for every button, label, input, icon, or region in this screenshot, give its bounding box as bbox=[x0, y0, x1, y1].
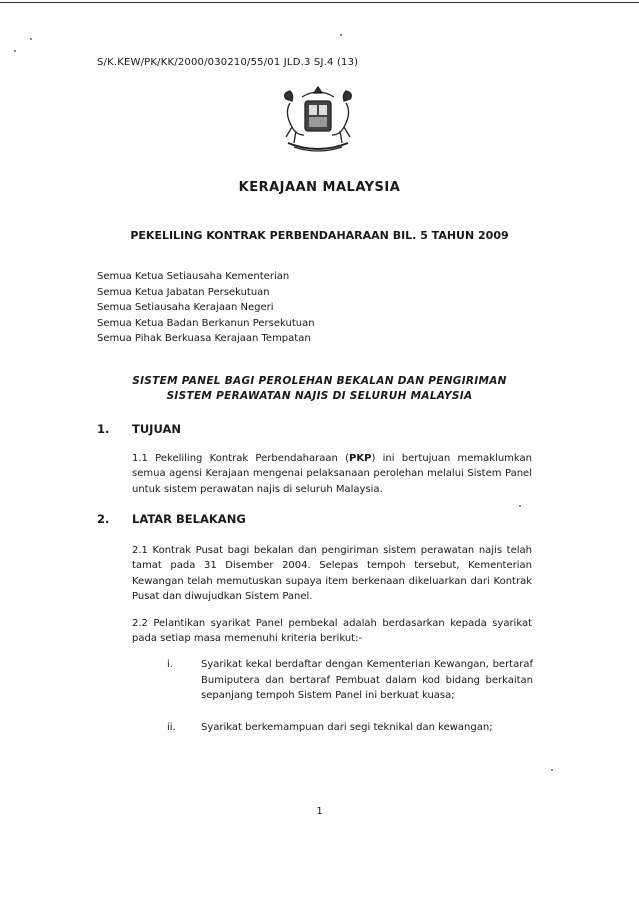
scan-speck bbox=[519, 505, 521, 507]
document-subtitle: PEKELILING KONTRAK PERBENDAHARAAN BIL. 5 TAHUN 2009 bbox=[130, 229, 509, 242]
section-number: 1. bbox=[97, 422, 110, 436]
section-title: LATAR BELAKANG bbox=[132, 512, 246, 526]
paragraph bbox=[132, 616, 532, 647]
list-item: Syarikat kekal berdaftar dengan Kementerian Kewangan, bertaraf Bumiputera dan bertaraf Pembuat dalam kod bidang berkaitan sepanjang tempoh Sistem Panel ini berkuat kuasa; bbox=[201, 659, 533, 701]
paragraph bbox=[132, 543, 532, 605]
paragraph-text: 2.1 Kontrak Pusat bagi bekalan dan pengiriman sistem perawatan najis telah tamat pada 31 Disember 2004. Selepas tempoh tersebut, Kementerian Kewangan telah memutuskan supaya item berkenaan dikeluarkan dari Kontrak Pusat dan diwujudkan Sistem Panel. bbox=[132, 545, 532, 603]
paragraph-text: 1.1 Pekeliling Kontrak Perbendaharaan ( bbox=[132, 453, 350, 464]
paragraph-text: 2.2 Pelantikan syarikat Panel pembekal adalah berdasarkan kepada syarikat pada setiap masa memenuhi kriteria berikut:- bbox=[132, 618, 532, 645]
list-item: Syarikat berkemampuan dari segi teknikal dan kewangan; bbox=[201, 722, 493, 733]
section-number: 2. bbox=[97, 512, 110, 526]
page-number: 1 bbox=[316, 806, 323, 817]
malaysia-coat-of-arms-icon bbox=[272, 83, 364, 155]
addressee-line: Semua Pihak Berkuasa Kerajaan Tempatan bbox=[97, 333, 311, 345]
addressee-line: Semua Ketua Jabatan Persekutuan bbox=[97, 286, 270, 298]
scan-speck bbox=[30, 38, 32, 40]
section-title: TUJUAN bbox=[132, 422, 181, 436]
paragraph bbox=[132, 451, 532, 497]
subject-heading bbox=[0, 374, 639, 403]
addressee-line: Semua Ketua Badan Berkanun Persekutuan bbox=[97, 317, 315, 329]
scan-edge-line bbox=[0, 2, 639, 3]
scan-speck bbox=[14, 50, 16, 52]
abbreviation: PKP bbox=[349, 453, 372, 464]
list-marker: i. bbox=[167, 659, 173, 670]
subject-line: SISTEM PANEL BAGI PEROLEHAN BEKALAN DAN PENGIRIMAN bbox=[132, 375, 507, 387]
list-marker: ii. bbox=[167, 722, 176, 733]
paragraph-text: ) ini bertujuan memaklumkan semua agensi Kerajaan mengenai pelaksanaan perolehan melalui Sistem Panel untuk sistem perawatan najis di seluruh Malaysia. bbox=[132, 453, 533, 495]
addressee-list bbox=[97, 269, 315, 347]
addressee-line: Semua Setiausaha Kerajaan Negeri bbox=[97, 302, 274, 314]
subject-line: SISTEM PERAWATAN NAJIS DI SELURUH MALAYSIA bbox=[166, 389, 473, 402]
scan-speck bbox=[340, 34, 342, 36]
addressee-line: Semua Ketua Setiausaha Kementerian bbox=[97, 271, 290, 282]
reference-number: S/K.KEW/PK/KK/2000/030210/55/01 JLD.3 SJ.4 (13) bbox=[97, 57, 359, 68]
document-title: KERAJAAN MALAYSIA bbox=[238, 180, 401, 195]
scan-speck bbox=[551, 769, 553, 771]
